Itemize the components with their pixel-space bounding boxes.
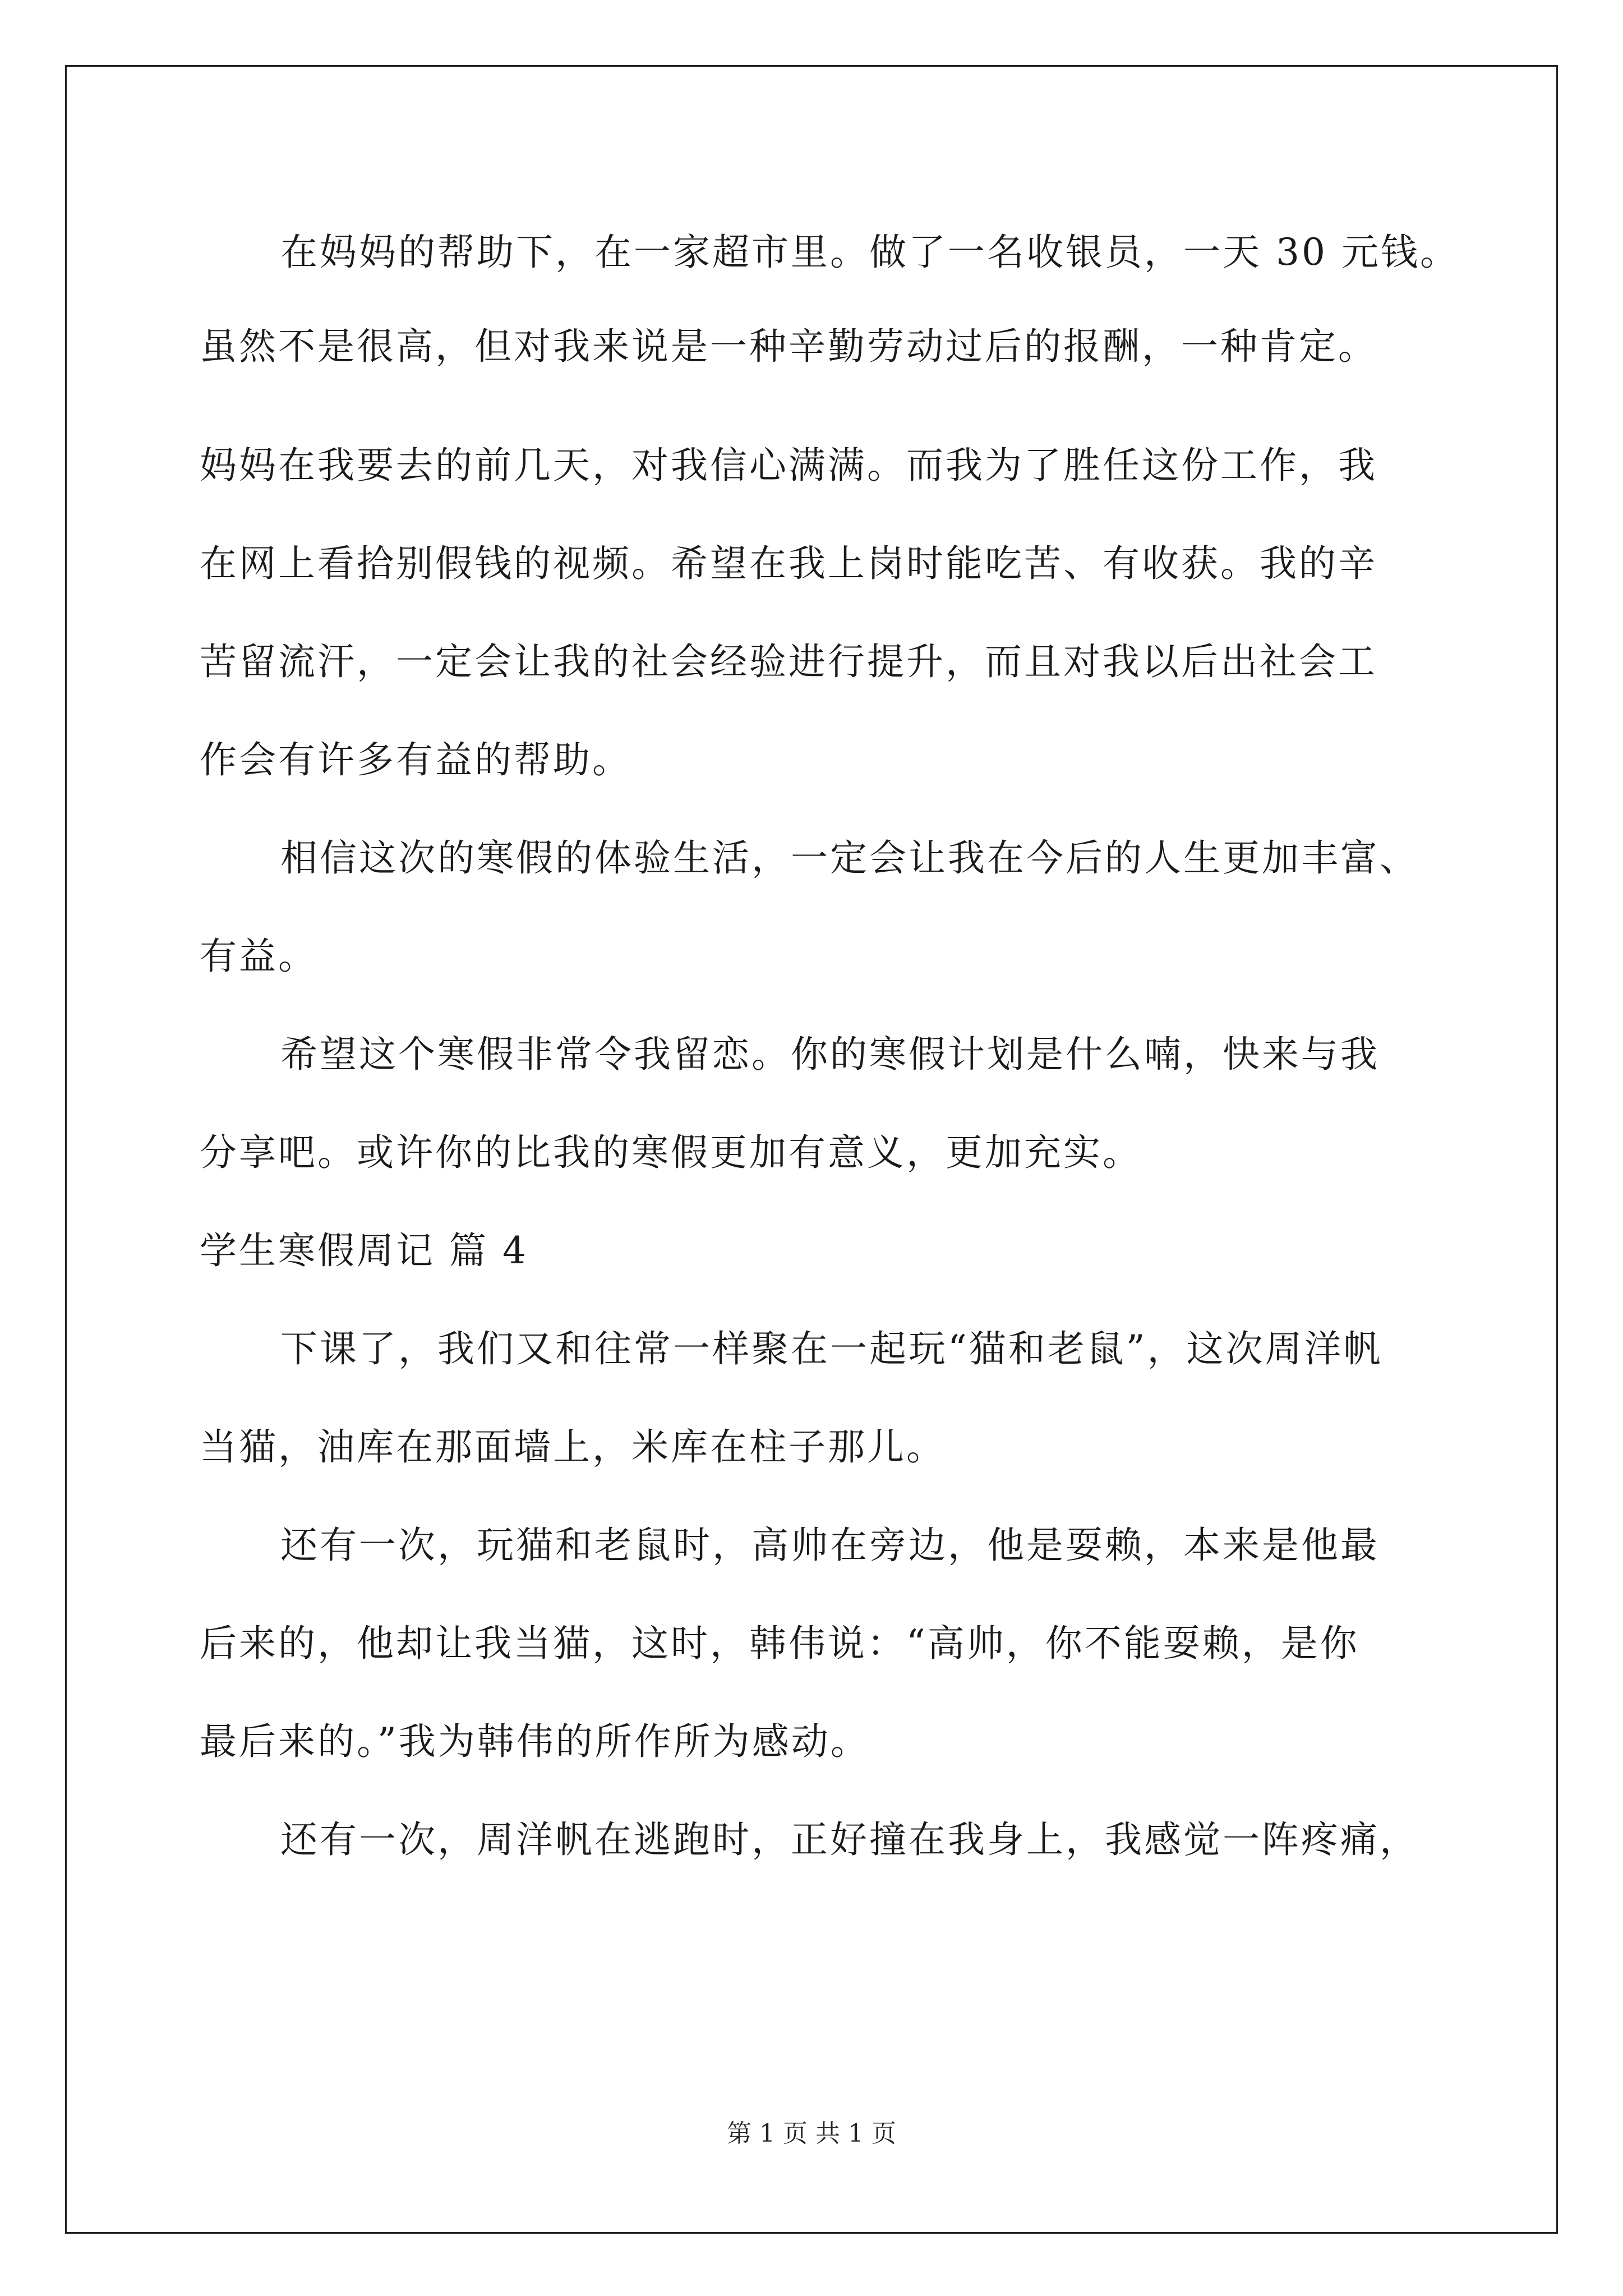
text-line: 当猫，油库在那面墙上，米库在柱子那儿。 [200,1425,946,1469]
text-line: 虽然不是很高，但对我来说是一种辛勤劳动过后的报酬，一种肯定。 [200,325,1377,368]
text-line: 还有一次，周洋帆在逃跑时，正好撞在我身上，我感觉一阵疼痛， [280,1818,1419,1861]
text-line: 分享吧。或许你的比我的寒假更加有意义，更加充实。 [200,1131,1142,1174]
text-line: 苦留流汗，一定会让我的社会经验进行提升，而且对我以后出社会工 [200,640,1377,683]
text-line: 还有一次，玩猫和老鼠时，高帅在旁边，他是耍赖，本来是他最 [280,1524,1380,1567]
text-line: 相信这次的寒假的体验生活，一定会让我在今后的人生更加丰富、 [280,836,1419,880]
text-line: 最后来的。”我为韩伟的所作所为感动。 [200,1720,870,1763]
text-line: 希望这个寒假非常令我留恋。你的寒假计划是什么喃，快来与我 [280,1033,1380,1076]
text-line: 妈妈在我要去的前几天，对我信心满满。而我为了胜任这份工作，我 [200,444,1377,487]
text-line: 有益。 [200,935,317,978]
page-footer: 第 1 页 共 1 页 [727,2119,896,2148]
text-line: 在妈妈的帮助下，在一家超市里。做了一名收银员，一天 30 元钱。 [280,231,1459,274]
section-heading: 学生寒假周记 篇 4 [200,1229,528,1272]
text-line: 后来的，他却让我当猫，这时，韩伟说：“高帅，你不能耍赖，是你 [200,1622,1359,1665]
text-line: 在网上看拾别假钱的视频。希望在我上岗时能吃苦、有收获。我的辛 [200,542,1377,585]
text-line: 下课了，我们又和往常一样聚在一起玩“猫和老鼠”，这次周洋帆 [280,1327,1383,1370]
text-line: 作会有许多有益的帮助。 [200,738,631,781]
